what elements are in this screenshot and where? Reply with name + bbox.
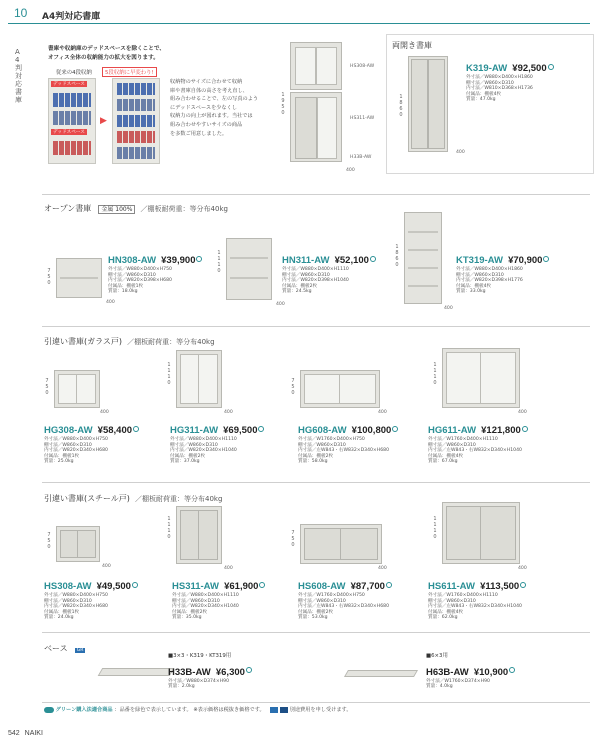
spec-line: 質量：24.5kg xyxy=(282,289,312,295)
spec-line: 内寸法／W820×D340×H1040 xyxy=(170,448,237,454)
steel-door xyxy=(304,528,342,560)
footer-note xyxy=(44,706,352,713)
intro-body-line: 庫や書庫自体の高さを考え直し、 xyxy=(170,87,248,94)
base-h33b-info xyxy=(168,654,252,690)
item-height: 1110 xyxy=(167,516,171,540)
shelf xyxy=(408,249,438,251)
product-code: KT319-AW xyxy=(456,255,503,266)
glass-door xyxy=(480,352,516,404)
binder-row xyxy=(53,141,91,155)
item-depth: 400 xyxy=(224,410,233,415)
hn311-info xyxy=(282,248,376,295)
spec-line: 外寸法／W880×D400×H750 xyxy=(44,593,108,598)
spec-line: 外寸法／W880×D400×H1860 xyxy=(466,75,533,80)
diagram-label-base: H33B-AW xyxy=(350,155,372,160)
spec-line: 棚寸法／W860×D310 xyxy=(44,442,92,448)
intro-body-line: 収納力の向上が図れます。当社では xyxy=(170,113,253,120)
product-price: ¥49,500 xyxy=(96,581,131,592)
base-note: ■3×3・K319・KT319用 xyxy=(168,653,232,659)
binder-row xyxy=(117,131,155,143)
shelf xyxy=(408,267,438,269)
spec-line: 質量：67.0kg xyxy=(428,459,458,465)
green-mark-icon xyxy=(548,64,554,70)
spec-line: 付属品：棚板4枚 xyxy=(428,453,464,459)
hs311-cabinet xyxy=(176,506,222,564)
base-badge: GR xyxy=(76,648,84,653)
footer-page xyxy=(8,730,43,737)
spec-line: 付属品：棚板4枚 xyxy=(466,91,502,97)
double-door-cabinet xyxy=(408,56,448,152)
shelf xyxy=(60,277,98,279)
item-height: 1110 xyxy=(433,516,437,540)
diagram-height: 1950 xyxy=(281,92,285,116)
binder-row xyxy=(117,99,155,111)
product-price: ¥87,700 xyxy=(350,581,385,592)
double-door-title: 両開き書庫 xyxy=(392,41,432,50)
spec-line: 付属品：棚板4枚 xyxy=(428,609,464,615)
spec-line: 外寸法／W880×D400×H1860 xyxy=(456,267,523,272)
green-note-text: ：品番を緑色で表示しています。 ※表示価格は税抜き価格です。 xyxy=(114,707,265,713)
spec-line: 内寸法／W820×D340×H680 xyxy=(44,604,108,610)
fee-badge-icon xyxy=(280,707,288,713)
hn311-cabinet xyxy=(226,238,272,300)
right-door xyxy=(428,59,445,149)
hg611-info xyxy=(428,418,528,465)
spec-line: 付属品：棚板2枚 xyxy=(298,453,334,459)
steel-door xyxy=(480,506,516,560)
old-storage-photo xyxy=(48,78,96,164)
item-depth: 400 xyxy=(378,410,387,415)
hs608-info xyxy=(298,574,392,621)
green-mark-icon xyxy=(259,582,265,588)
spec-line: 外寸法／W880×D400×H1110 xyxy=(172,593,239,598)
green-mark-icon xyxy=(370,256,376,262)
spec-line: 棚寸法／W860×D310 xyxy=(108,272,156,278)
green-mark-icon xyxy=(246,667,252,673)
hs308-info xyxy=(44,574,138,621)
open-section-header xyxy=(44,196,228,215)
shelf xyxy=(408,231,438,233)
product-code: HS611-AW xyxy=(428,581,475,592)
product-price: ¥92,500 xyxy=(512,63,547,74)
hs308-cabinet xyxy=(56,526,100,562)
section-subtitle: ／棚板耐荷重：等分布40kg xyxy=(127,338,215,346)
item-depth: 400 xyxy=(378,566,387,571)
hg311-info xyxy=(170,418,264,465)
spec-line: 棚寸法／W860×D310 xyxy=(428,598,476,604)
product-price: ¥70,900 xyxy=(508,255,543,266)
item-height: 1110 xyxy=(433,362,437,386)
spec-line: 外寸法／W880×D400×H750 xyxy=(44,437,108,442)
extra-note: 別途費用を申し受けます。 xyxy=(289,707,352,713)
new-storage-photo xyxy=(112,78,160,164)
hg308-cabinet xyxy=(54,370,100,408)
item-height: 1110 xyxy=(167,362,171,386)
section-divider xyxy=(42,194,590,195)
intro-body-line: 組み合わせやすいサイズの商品 xyxy=(170,121,243,128)
hn308-info xyxy=(108,248,202,295)
hg611-cabinet xyxy=(442,348,520,408)
glass-door xyxy=(316,47,337,85)
cabinet-lower xyxy=(290,92,342,162)
section-divider xyxy=(42,632,590,633)
diagram-depth: 400 xyxy=(346,168,355,173)
product-price: ¥121,800 xyxy=(481,425,521,436)
green-g-icon xyxy=(44,707,54,713)
steel-door xyxy=(77,530,96,558)
item-depth: 400 xyxy=(276,302,285,307)
product-price: ¥52,100 xyxy=(334,255,369,266)
product-price: ¥113,500 xyxy=(480,581,520,592)
page-number: 10 xyxy=(14,6,28,20)
product-price: ¥39,900 xyxy=(161,255,196,266)
spec-line: 付属品：棚板1枚 xyxy=(44,453,80,459)
section-divider xyxy=(42,482,590,483)
intro-block xyxy=(42,40,274,172)
green-mark-icon xyxy=(132,582,138,588)
glass-door xyxy=(446,352,482,404)
green-mark-icon xyxy=(520,582,526,588)
spec-line: 外寸法／W1760×D400×H750 xyxy=(298,437,365,442)
spec-line: 質量：18.0kg xyxy=(108,289,138,295)
product-code: HS308-AW xyxy=(44,581,92,592)
base-section-header xyxy=(44,636,85,655)
binder-row xyxy=(53,111,91,125)
glass-section-header xyxy=(44,329,215,348)
product-code: K319-AW xyxy=(466,63,508,74)
product-price: ¥69,500 xyxy=(223,425,258,436)
green-mark-icon xyxy=(133,426,139,432)
spec-line: 棚寸法／W860×D310 xyxy=(44,598,92,604)
spec-line: 質量：37.0kg xyxy=(170,459,200,465)
spec-line: 外寸法／W1760×D400×H1110 xyxy=(428,593,498,598)
spec-line: 質量：53.0kg xyxy=(298,615,328,621)
arrow-icon: ▶ xyxy=(100,116,107,126)
item-height: 1860 xyxy=(395,244,399,268)
glass-door xyxy=(304,374,341,404)
item-depth: 400 xyxy=(444,306,453,311)
spec-line: 外寸法／W880×D400×H1110 xyxy=(282,267,349,272)
kt319-cabinet xyxy=(404,212,442,304)
page-number-footer: 542 xyxy=(8,730,20,737)
green-mark-icon xyxy=(543,256,549,262)
kt319-info xyxy=(456,248,549,295)
spec-line: 付属品：棚板1枚 xyxy=(44,609,80,615)
item-depth: 400 xyxy=(518,410,527,415)
double-door-info xyxy=(466,56,554,103)
item-height: 1110 xyxy=(217,250,221,274)
spec-line: 外寸法／W1760×D400×H1110 xyxy=(428,437,498,442)
spec-line: 内寸法／左W843・右W832×D340×H1040 xyxy=(428,448,522,454)
spec-line: 棚寸法／W860×D310 xyxy=(456,272,504,278)
item-depth: 400 xyxy=(100,410,109,415)
spec-line: 内寸法／W820×D398×H1040 xyxy=(282,278,349,284)
material-badge: 金属 100% xyxy=(98,205,135,214)
item-depth: 400 xyxy=(224,566,233,571)
hg608-cabinet xyxy=(300,370,380,408)
spec-line: 質量：2.0kg xyxy=(168,684,195,690)
product-code: HG311-AW xyxy=(170,425,219,436)
hs311-info xyxy=(172,574,265,621)
product-price: ¥100,800 xyxy=(351,425,392,436)
glass-door xyxy=(58,374,78,404)
green-note-label: グリーン購入法適合商品 xyxy=(55,707,113,713)
section-divider xyxy=(42,326,590,327)
spec-line: 内寸法／左W843・右W832×D340×H680 xyxy=(298,448,390,454)
green-mark-icon xyxy=(386,582,392,588)
intro-body xyxy=(170,78,258,138)
spec-line: 内寸法／W820×D340×H680 xyxy=(44,448,108,454)
product-code: HS608-AW xyxy=(298,581,346,592)
spec-line: 質量：4.0kg xyxy=(426,684,453,690)
product-code: HG308-AW xyxy=(44,425,93,436)
binder-row xyxy=(117,83,155,95)
green-mark-icon xyxy=(522,426,528,432)
hn308-cabinet xyxy=(56,258,102,298)
product-code: H63B-AW xyxy=(426,666,469,678)
intro-body-line: を多数ご用意しました。 xyxy=(170,130,228,137)
section-subtitle: ／棚板耐荷重：等分布40kg xyxy=(135,495,223,503)
old-label: 従来の4段収納 xyxy=(56,70,92,76)
steel-door xyxy=(340,528,378,560)
hs611-info xyxy=(428,574,526,621)
fee-badge-icon xyxy=(270,707,278,713)
intro-body-line: 収納物のサイズに合わせて収納 xyxy=(170,79,243,85)
product-price: ¥6,300 xyxy=(215,666,245,678)
shelf xyxy=(230,277,268,279)
base-h33b-shape xyxy=(98,668,175,676)
glass-door xyxy=(295,47,316,85)
side-label: A4判対応書庫 xyxy=(15,48,22,104)
hs608-cabinet xyxy=(300,524,382,564)
item-depth: 400 xyxy=(518,566,527,571)
spec-line: 内寸法／左W843・右W832×D340×H680 xyxy=(298,604,390,610)
page-title: A4判対応書庫 xyxy=(42,12,101,22)
base-h63b-info xyxy=(426,654,515,690)
steel-door xyxy=(295,97,317,159)
spec-line: 棚寸法／W860×D310 xyxy=(298,598,346,604)
spec-line: 外寸法／W880×D374×H90 xyxy=(168,678,229,684)
binder-row xyxy=(53,93,91,107)
brand-name: NAIKI xyxy=(24,730,43,737)
spec-line: 内寸法／左W843・右W832×D340×H1040 xyxy=(428,604,522,610)
product-code: HN308-AW xyxy=(108,255,157,266)
spec-line: 内寸法／W820×D398×H1776 xyxy=(456,278,523,284)
shelf xyxy=(408,285,438,287)
spec-line: 質量：58.0kg xyxy=(298,459,328,465)
steel-door xyxy=(198,510,218,560)
binder-row xyxy=(117,147,155,159)
spec-line: 棚寸法／W860×D310 xyxy=(282,272,330,278)
spec-line: 外寸法／W1760×D400×H750 xyxy=(298,593,365,598)
item-height: 750 xyxy=(47,268,51,286)
base-note: ■6×3用 xyxy=(426,653,448,659)
product-price: ¥58,400 xyxy=(97,425,133,436)
steel-door xyxy=(180,510,200,560)
glass-door xyxy=(76,374,96,404)
steel-section-header xyxy=(44,486,222,505)
item-height: 750 xyxy=(291,378,295,396)
dead-space-tag: デッドスペース xyxy=(53,82,85,87)
footer-divider xyxy=(42,702,590,703)
product-price: ¥61,900 xyxy=(224,581,259,592)
product-price: ¥10,900 xyxy=(473,666,509,678)
left-door xyxy=(411,59,428,149)
hg308-info xyxy=(44,418,139,465)
spec-line: 付属品：棚板2枚 xyxy=(172,609,208,615)
spec-line: 質量：62.0kg xyxy=(428,615,458,621)
section-title: ベース xyxy=(44,644,68,653)
spec-line: 付属品：棚板4枚 xyxy=(456,283,492,289)
spec-line: 質量：35.0kg xyxy=(172,615,202,621)
section-title: オープン書庫 xyxy=(44,204,92,213)
spec-line: 質量：47.0kg xyxy=(466,97,496,103)
double-door-height: 1860 xyxy=(399,94,403,118)
steel-door xyxy=(446,506,482,560)
section-title: 引違い書庫(スチール戸) xyxy=(44,494,130,503)
shelf xyxy=(230,257,268,259)
diagram-label-lower: HS311-AW xyxy=(350,116,375,121)
spec-line: 外寸法／W1760×D374×H90 xyxy=(426,678,490,684)
base-h63b-shape xyxy=(344,670,418,677)
intro-body-line: 組み合わせることで、左の写真のよう xyxy=(170,96,259,103)
hs611-cabinet xyxy=(442,502,520,564)
item-height: 750 xyxy=(45,378,49,396)
green-mark-icon xyxy=(509,667,515,673)
hg311-cabinet xyxy=(176,350,222,408)
spec-line: 内寸法／W810×D368×H1736 xyxy=(466,86,533,92)
spec-line: 質量：25.0kg xyxy=(44,459,74,465)
glass-door xyxy=(180,354,200,404)
section-title: 引違い書庫(ガラス戸) xyxy=(44,337,123,346)
hg608-info xyxy=(298,418,398,465)
spec-line: 棚寸法／W860×D310 xyxy=(428,442,476,448)
spec-line: 外寸法／W880×D400×H1110 xyxy=(170,437,237,442)
product-code: HN311-AW xyxy=(282,255,330,266)
new-label: 5段収納に早変わり! xyxy=(102,67,157,77)
binder-row xyxy=(117,115,155,127)
item-depth: 400 xyxy=(106,300,115,305)
item-height: 750 xyxy=(291,530,295,548)
spec-line: 棚寸法／W860×D310 xyxy=(170,442,218,448)
spec-line: 付属品：棚板2枚 xyxy=(298,609,334,615)
green-mark-icon xyxy=(258,426,264,432)
spec-line: 内寸法／W820×D340×H1040 xyxy=(172,604,239,610)
item-height: 750 xyxy=(47,532,51,550)
product-code: HG608-AW xyxy=(298,425,347,436)
item-depth: 400 xyxy=(102,564,111,569)
spec-line: 質量：33.0kg xyxy=(456,289,486,295)
glass-door xyxy=(339,374,376,404)
spec-line: 棚寸法／W860×D310 xyxy=(172,598,220,604)
spec-line: 棚寸法／W860×D310 xyxy=(298,442,346,448)
spec-line: 付属品：棚板2枚 xyxy=(282,283,318,289)
intro-headline-1: 書庫や収納庫のデッドスペースを除くことで、 xyxy=(48,46,165,52)
spec-line: 質量：24.0kg xyxy=(44,615,74,621)
intro-body-line: にデッドスペースを少なくし xyxy=(170,104,238,111)
product-code: H33B-AW xyxy=(168,666,211,678)
spec-line: 内寸法／W820×D398×H680 xyxy=(108,278,172,284)
glass-door xyxy=(317,97,337,159)
spec-line: 付属品：棚板2枚 xyxy=(170,453,206,459)
glass-door xyxy=(198,354,218,404)
green-mark-icon xyxy=(196,256,202,262)
intro-headline-2: オフィス全体の収納能力の拡大を図ります。 xyxy=(48,55,159,61)
stacked-cabinet-diagram xyxy=(290,42,350,170)
product-code: HG611-AW xyxy=(428,425,477,436)
double-door-depth: 400 xyxy=(456,150,465,155)
diagram-label-upper: HS308-AW xyxy=(350,64,375,69)
green-mark-icon xyxy=(392,426,398,432)
section-subtitle: ／棚板耐荷重：等分布40kg xyxy=(140,205,228,213)
cabinet-upper xyxy=(290,42,342,90)
header-line xyxy=(8,23,590,24)
product-code: HS311-AW xyxy=(172,581,219,592)
spec-line: 外寸法／W880×D400×H750 xyxy=(108,267,172,272)
dead-space-tag: デッドスペース xyxy=(53,130,85,135)
spec-line: 棚寸法／W860×D310 xyxy=(466,80,514,86)
spec-line: 付属品：棚板1枚 xyxy=(108,283,144,289)
